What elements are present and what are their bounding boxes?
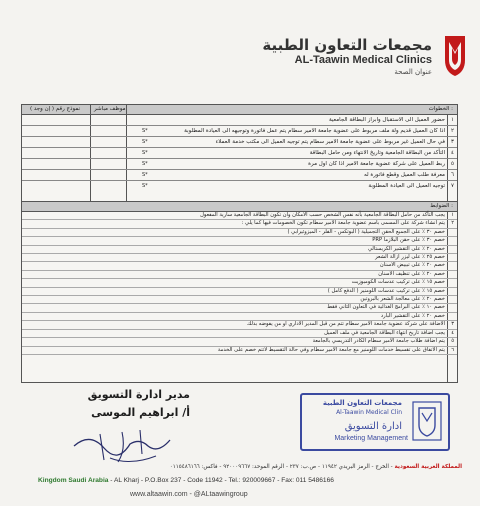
step-employee-mark: S* xyxy=(142,139,148,145)
condition-text: الاضافة على شركة عضوية جامعة الامير سطام تتم من قبل المدير الاداري او من يفوضه بذلك xyxy=(247,321,445,328)
condition-number: ٢ xyxy=(451,220,454,227)
footer-address-english: Kingdom Saudi Arabia - AL Kharj - P.O.Box 237 - Code 11942 - Tel.: 920009667 - Fax: 011 5486166 xyxy=(38,477,334,484)
step-employee-mark: S* xyxy=(142,161,148,167)
employee-header-label: موظف مباشر xyxy=(94,106,126,112)
step-row xyxy=(22,170,457,181)
condition-number: ٦ xyxy=(451,346,454,353)
condition-text: يتم الاتفاق على تقسيط خدمات اللومنير مع جامعة الامير سطام وفي حالة التقسيط لاتتم خصم على الخدمة xyxy=(217,346,445,353)
condition-text: خصم ٢٥ ٪ على ليزر ازالة الشعر xyxy=(375,254,445,261)
step-employee-mark: S* xyxy=(142,172,148,178)
condition-text: خصم ١٥ ٪ على تركيب عدسات اللومنير ( الدفع كامل ) xyxy=(327,287,445,294)
brand-name-arabic: مجمعات التعاون الطبية xyxy=(262,36,432,54)
step-row xyxy=(22,159,457,170)
condition-row xyxy=(22,229,457,237)
step-employee-mark: S* xyxy=(142,128,148,134)
manager-name: أ/ ابراهيم الموسى xyxy=(91,406,190,419)
condition-text: يجب اضافة تاريخ انتهاء البطاقة الجامعية في ملف العميل xyxy=(324,329,445,336)
condition-text: خصم ٢٠ ٪ على تنظيف الاسنان xyxy=(378,270,445,277)
condition-row xyxy=(22,330,457,338)
condition-text: خصم ٢٠ ٪ على التقشير الكريستالي xyxy=(367,245,445,252)
step-number: ١ xyxy=(451,117,454,123)
brand-name-english: AL-Taawin Medical Clinics xyxy=(294,54,432,66)
step-number: ٦ xyxy=(451,172,454,178)
step-text: في حال العميل غير مربوط على عضوية جامعة الامير سطام يتم توجيه العميل الى مكتب خدمة العملاء xyxy=(215,139,445,145)
condition-text: يتم انشاء شركة على المسمى باسم عضوية جامعة الامير سطام تكون الخصومات فيها كما يلي : xyxy=(241,220,445,227)
step-text: اذا كان العميل قديم ولة ملف مربوط على عضوية جامعة الامير سطام يتم عمل فاتورة وتوجيهه الى العيادة المطلوبة xyxy=(184,128,445,134)
condition-text: خصم ٢٠ ٪ على معالجة الشعر بالبروتين xyxy=(360,296,445,303)
step-employee-mark: S* xyxy=(142,150,148,156)
shield-logo-icon xyxy=(443,34,467,78)
step-row xyxy=(22,181,457,191)
step-text: التأكد من البطاقة الجامعية وتاريخ الانتهاء ومن حامل البطاقة xyxy=(309,150,445,156)
manager-title: مدير ادارة التسويق xyxy=(87,388,190,401)
conditions-table-header xyxy=(22,202,457,212)
condition-row xyxy=(22,313,457,321)
condition-row xyxy=(22,212,457,220)
condition-text: خصم ٣٠ ٪ على الجميع الحقن التجميلية ( البوتكس - الفلر - الميزوثيرابي ) xyxy=(287,228,445,235)
footer-address-arabic: المملكة العربية السعودية - الخرج - الرمز البريدي ١١٩٤٢ - ص.ب: ٢٣٧ - الرقم الموحد: ٩٢٠٠٠٩٦٦٧ - فاكس: ٠١١٥٤٨٦١٦٦ xyxy=(169,464,462,470)
condition-text: خصم ٢٠ ٪ على التقشير البارد xyxy=(380,312,445,319)
condition-row xyxy=(22,237,457,245)
step-number: ٥ xyxy=(451,161,454,167)
condition-row xyxy=(22,271,457,279)
condition-number: ٥ xyxy=(451,338,454,345)
step-employee-mark: S* xyxy=(142,183,148,189)
condition-row xyxy=(22,254,457,262)
condition-text: خصم ١٥ ٪ على تركيب عدسات الكومبوزيت xyxy=(351,279,445,286)
step-number: ٣ xyxy=(451,139,454,145)
step-row xyxy=(22,126,457,137)
steps-header-label: الخطوات : xyxy=(428,106,453,112)
condition-text: خصم ٣٠ ٪ على حقن البلازما PRP xyxy=(372,237,445,244)
condition-row xyxy=(22,288,457,296)
condition-row xyxy=(22,262,457,270)
condition-number: ١ xyxy=(451,212,454,218)
condition-row xyxy=(22,347,457,355)
stamp-shield-icon xyxy=(412,401,442,441)
condition-text: يتم اضافة طلاب جامعة الامير سطام الكادر التدريسي بالجامعة xyxy=(312,338,445,345)
steps-table-header xyxy=(22,105,457,115)
marketing-stamp: مجمعات التعاون الطبية Al-Taawin Medical Clin ادارة التسويق Marketing Management xyxy=(300,393,450,451)
condition-row xyxy=(22,296,457,304)
step-text: توجيه العميل الى العيادة المطلوبة xyxy=(368,183,445,189)
step-text: معرفة طلب العميل وقطع فاتورة له xyxy=(364,172,445,178)
condition-row xyxy=(22,338,457,346)
steps-table xyxy=(21,104,458,202)
conditions-header-label: الضوابط : xyxy=(430,203,453,209)
condition-text: خصم ١٠ ٪ على البرامج الغذائية في التعاون الثاني فقط xyxy=(327,304,445,311)
condition-number: ٤ xyxy=(451,329,454,336)
conditions-table xyxy=(21,201,458,383)
condition-row xyxy=(22,321,457,329)
step-text: ربط العميل على شركة عضوية جامعة الامير اذا كان اول مرة xyxy=(308,161,445,167)
condition-row xyxy=(22,246,457,254)
condition-row xyxy=(22,279,457,287)
step-row xyxy=(22,115,457,126)
condition-text: يجب التأكد من حامل البطاقة الجامعية بأنه نفس الشخص حسب الامكان وان تكون البطاقة الجامعية سارية المفعول xyxy=(200,212,445,218)
condition-text: خصم ٢٠ ٪ على تبييض الاسنان xyxy=(379,262,445,269)
step-number: ٤ xyxy=(451,150,454,156)
condition-number: ٣ xyxy=(451,321,454,328)
footer-website: www.altaawin.com - @ALtaawingroup xyxy=(130,491,248,498)
step-number: ٧ xyxy=(451,183,454,189)
brand-tagline: عنوان الصحة xyxy=(394,68,432,76)
step-row xyxy=(22,137,457,148)
step-row xyxy=(22,148,457,159)
condition-row xyxy=(22,220,457,228)
step-text: حضور العميل الى الاستقبال وابراز البطاقة الجامعية xyxy=(328,117,445,123)
step-number: ٢ xyxy=(451,128,454,134)
form-header-label: نموذج رقم ( إن وجد ) xyxy=(30,106,81,112)
condition-row xyxy=(22,304,457,312)
handwritten-signature-icon xyxy=(70,420,180,468)
